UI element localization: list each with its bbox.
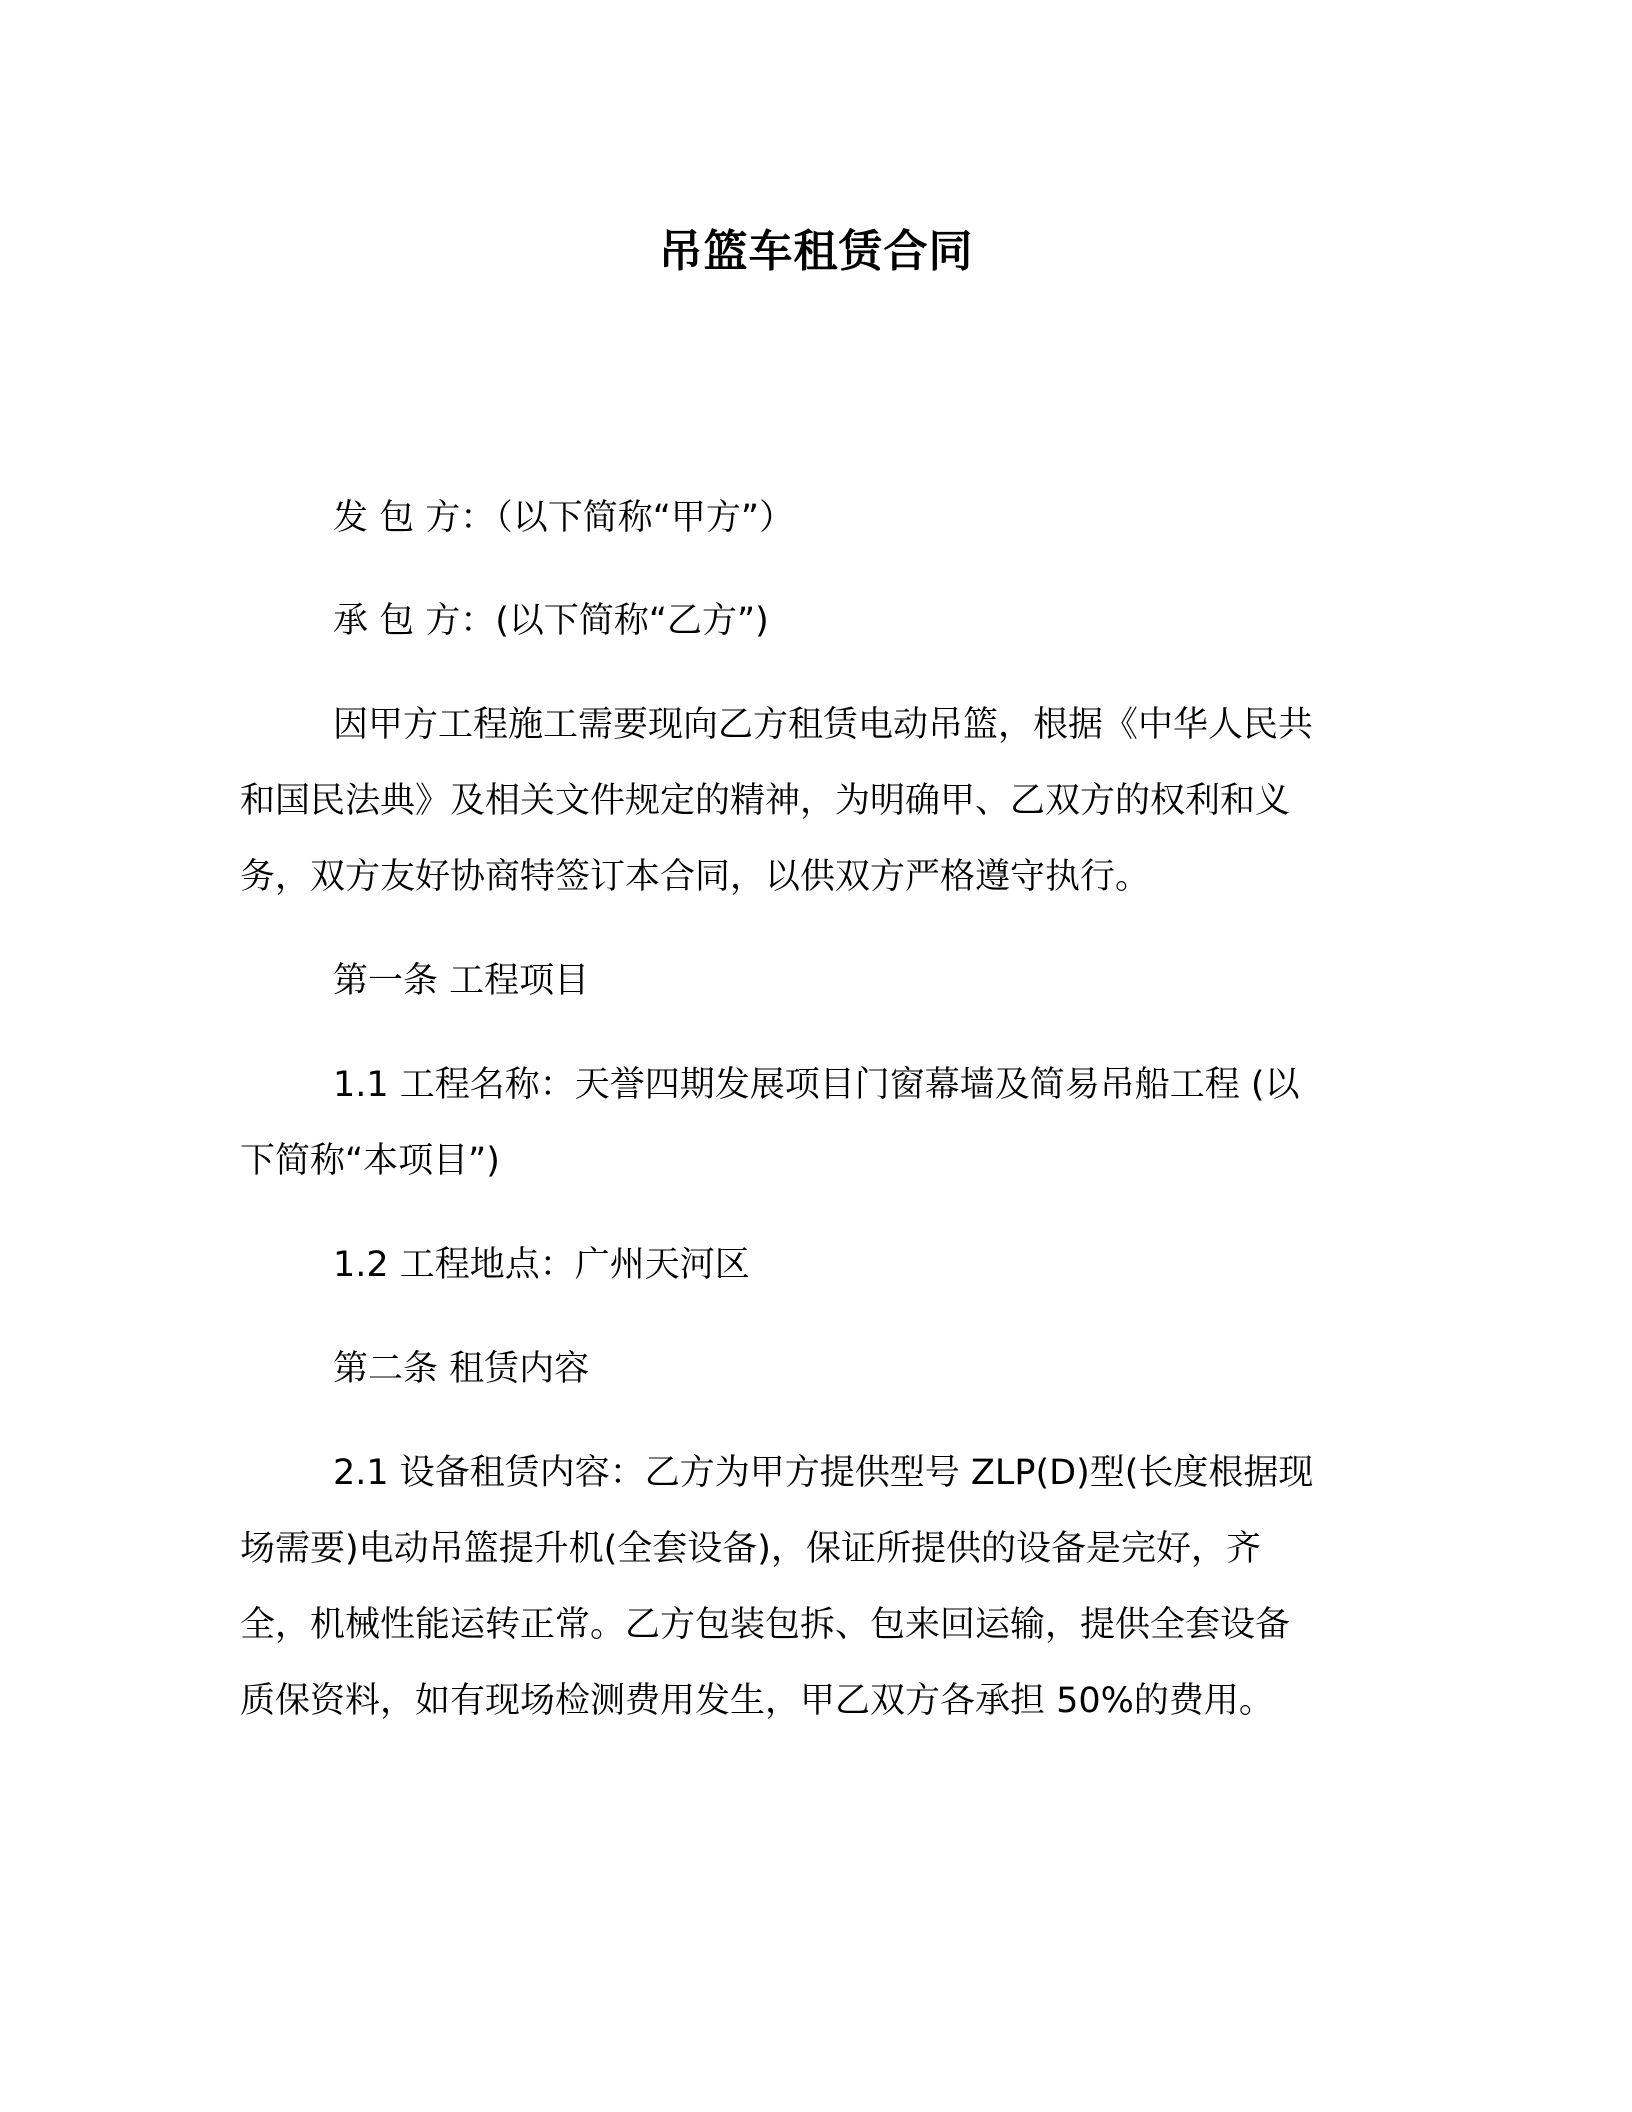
article-2-heading: 第二条 租赁内容 (333, 1349, 590, 1389)
party-b-line: 承 包 方：(以下简称“乙方”) (333, 601, 769, 641)
clause-1-1-line: 下简称“本项目”) (240, 1141, 500, 1181)
preamble-line: 因甲方工程施工需要现向乙方租赁电动吊篮，根据《中华人民共 (333, 705, 1314, 745)
clause-2-1-line: 全，机械性能运转正常。乙方包装包拆、包来回运输，提供全套设备 (240, 1605, 1291, 1645)
clause-2-1-line: 场需要)电动吊篮提升机(全套设备)，保证所提供的设备是完好，齐 (240, 1529, 1261, 1569)
party-a-line: 发 包 方：（以下简称“甲方”） (333, 498, 795, 538)
clause-2-1-line: 2.1 设备租赁内容：乙方为甲方提供型号 ZLP(D)型(长度根据现 (333, 1453, 1314, 1493)
article-1-heading: 第一条 工程项目 (333, 961, 590, 1001)
clause-1-2-line: 1.2 工程地点：广州天河区 (333, 1245, 750, 1285)
preamble-line: 和国民法典》及相关文件规定的精神，为明确甲、乙双方的权利和义 (240, 781, 1291, 821)
clause-1-1-line: 1.1 工程名称：天誉四期发展项目门窗幕墙及简易吊船工程 (以 (333, 1065, 1300, 1105)
clause-2-1-line: 质保资料，如有现场检测费用发生，甲乙双方各承担 50%的费用。 (240, 1681, 1274, 1721)
preamble-line: 务，双方友好协商特签订本合同，以供双方严格遵守执行。 (240, 857, 1151, 897)
document-title: 吊篮车租赁合同 (658, 226, 974, 277)
